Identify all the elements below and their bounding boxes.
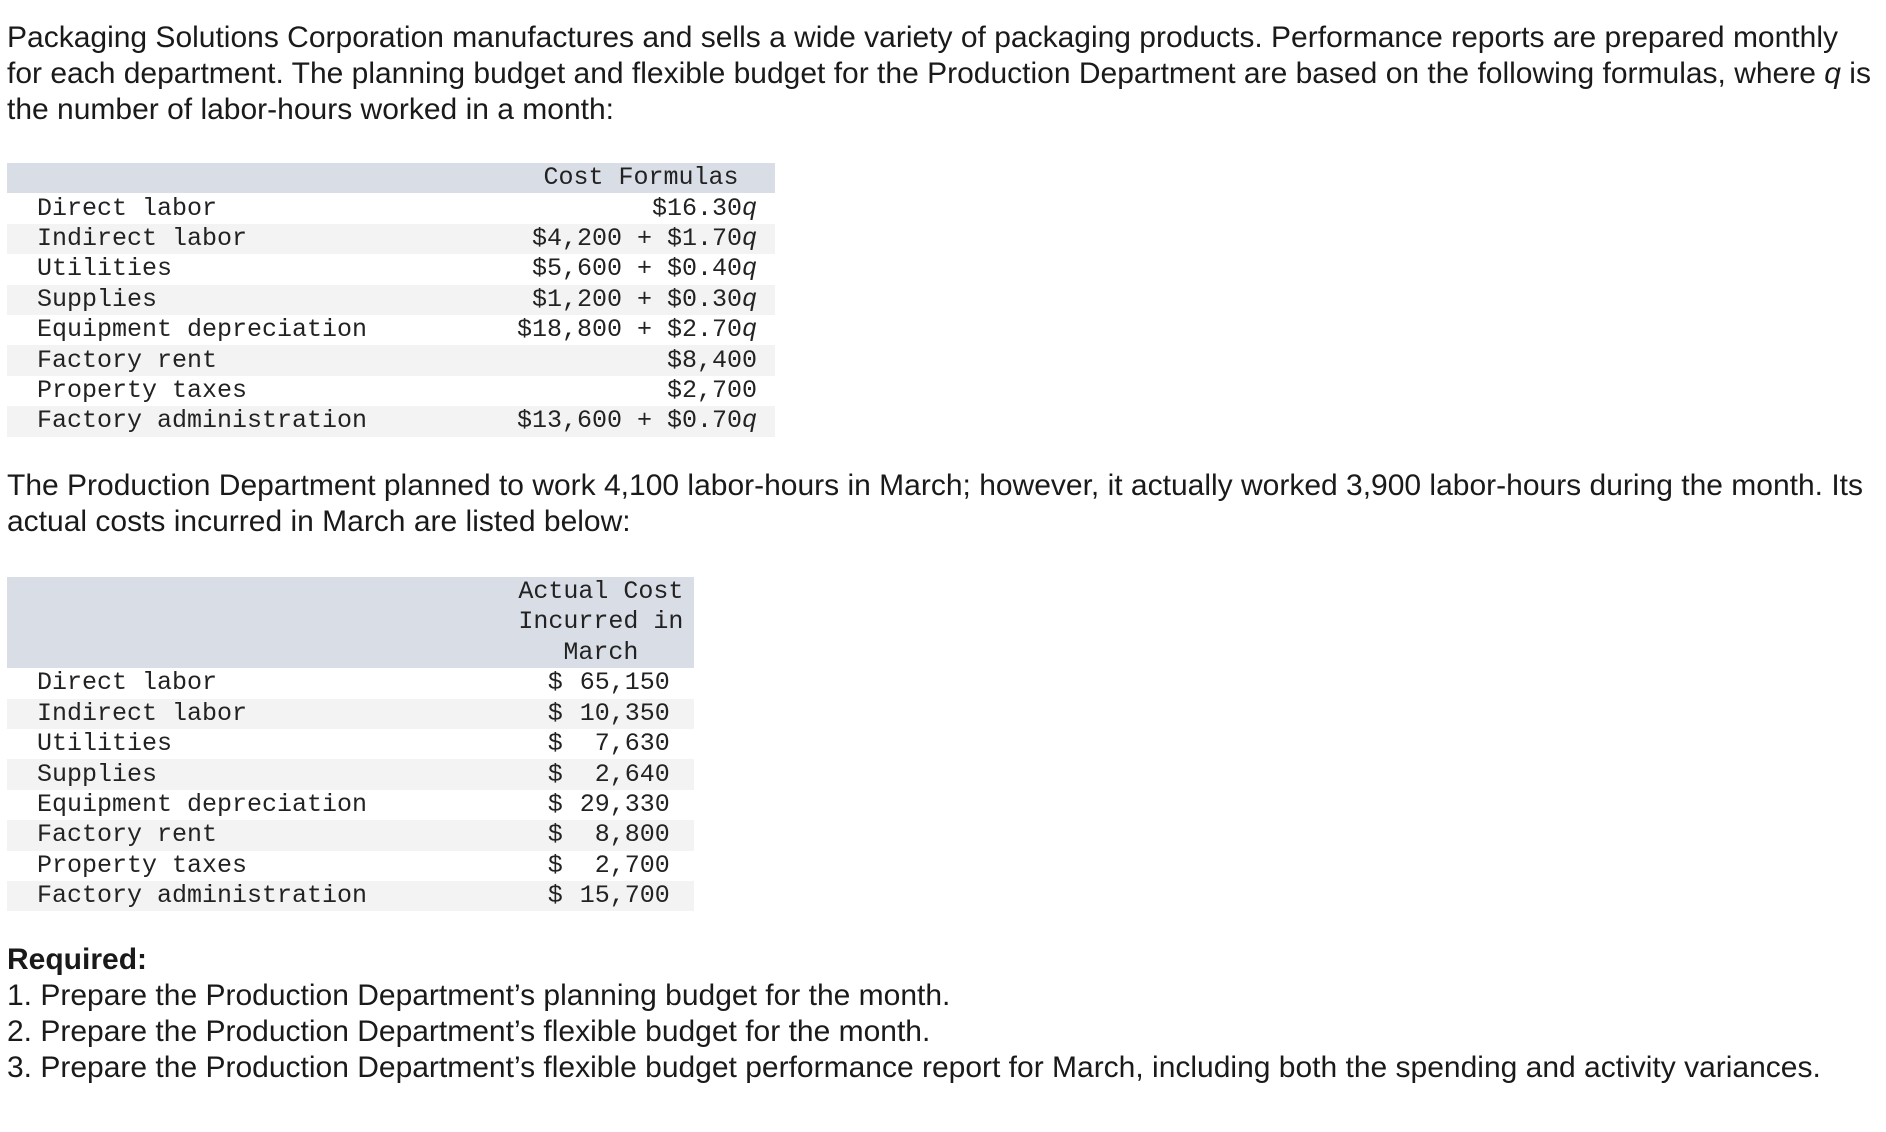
row-label: Indirect labor — [7, 699, 508, 729]
intro-q-variable: q — [1824, 57, 1841, 90]
row-label: Property taxes — [37, 850, 248, 880]
row-label: Factory rent — [7, 820, 508, 850]
row-amount: $ 10,350 — [508, 699, 694, 729]
table-header-row — [7, 163, 775, 193]
row-formula: $13,600 + $0.70q — [507, 406, 775, 436]
row-amount: $ 7,630 — [547, 729, 670, 759]
required-section — [7, 942, 1877, 1086]
row-amount: $ 29,330 — [547, 789, 670, 819]
row-formula: $4,200 + $1.70q — [507, 224, 775, 254]
row-formula: $16.30q — [651, 193, 757, 223]
intro-paragraph — [7, 20, 1877, 128]
table-row — [7, 224, 775, 254]
required-title: Required: — [7, 943, 148, 976]
row-label: Property taxes — [37, 375, 248, 405]
table-header-row — [7, 577, 694, 668]
table-row — [7, 699, 694, 729]
table-row — [7, 729, 694, 759]
table-row — [7, 406, 775, 436]
row-label: Equipment depreciation — [37, 315, 368, 345]
header-blank-cell — [7, 577, 508, 668]
table-row — [7, 376, 775, 406]
row-label: Indirect labor — [7, 224, 507, 254]
row-label: Utilities — [37, 254, 173, 284]
cost-formulas-table — [7, 163, 775, 437]
table-row — [7, 820, 694, 850]
table-row — [7, 315, 775, 345]
table-row — [7, 285, 775, 315]
row-label: Utilities — [37, 729, 173, 759]
row-amount: $ 15,700 — [508, 881, 694, 911]
row-formula: $18,800 + $2.70q — [516, 315, 757, 345]
actual-costs-table — [7, 577, 694, 911]
table-row — [7, 790, 694, 820]
row-label: Factory rent — [7, 345, 507, 375]
table-row — [7, 759, 694, 789]
row-amount: $ 65,150 — [547, 668, 670, 698]
intro-text-start: Packaging Solutions Corporation manufactures and sells a wide variety of packaging products. Performance reports are prepared monthly for each department. The planning budget and flexible budget for the Production Department are based on the following formulas, where — [7, 21, 1838, 90]
actual-hours-paragraph: The Production Department planned to work 4,100 labor-hours in March; however, it actually worked 3,900 labor-hours during the month. Its actual costs incurred in March are listed below: — [7, 469, 1864, 538]
row-label: Supplies — [7, 285, 507, 315]
required-item: 2. Prepare the Production Department’s flexible budget for the month. — [7, 1015, 931, 1048]
table-row — [7, 668, 694, 698]
table-row — [7, 345, 775, 375]
row-formula: $5,600 + $0.40q — [531, 254, 757, 284]
required-item: 1. Prepare the Production Department’s planning budget for the month. — [7, 979, 951, 1012]
required-item: 3. Prepare the Production Department’s flexible budget performance report for March, including both the spending and activity variances. — [7, 1051, 1821, 1084]
cost-formulas-header: Cost Formulas — [507, 163, 775, 193]
row-amount: $ 2,640 — [508, 759, 694, 789]
actual-cost-header: Actual Cost Incurred in March — [508, 577, 694, 668]
table-row — [7, 254, 775, 284]
row-label: Factory administration — [7, 406, 507, 436]
intro-text-end: is the number of labor-hours worked in a month: — [7, 57, 1871, 126]
table-row — [7, 881, 694, 911]
row-formula: $8,400 — [507, 345, 775, 375]
row-label: Direct labor — [37, 668, 218, 698]
row-label: Supplies — [7, 759, 508, 789]
row-label: Direct labor — [37, 193, 218, 223]
row-formula: $2,700 — [666, 375, 757, 405]
table-row — [7, 851, 694, 881]
row-label: Factory administration — [7, 881, 508, 911]
header-blank-cell — [7, 163, 507, 193]
row-amount: $ 2,700 — [547, 850, 670, 880]
row-formula: $1,200 + $0.30q — [507, 285, 775, 315]
row-label: Equipment depreciation — [37, 789, 368, 819]
table-row — [7, 193, 775, 223]
row-amount: $ 8,800 — [508, 820, 694, 850]
